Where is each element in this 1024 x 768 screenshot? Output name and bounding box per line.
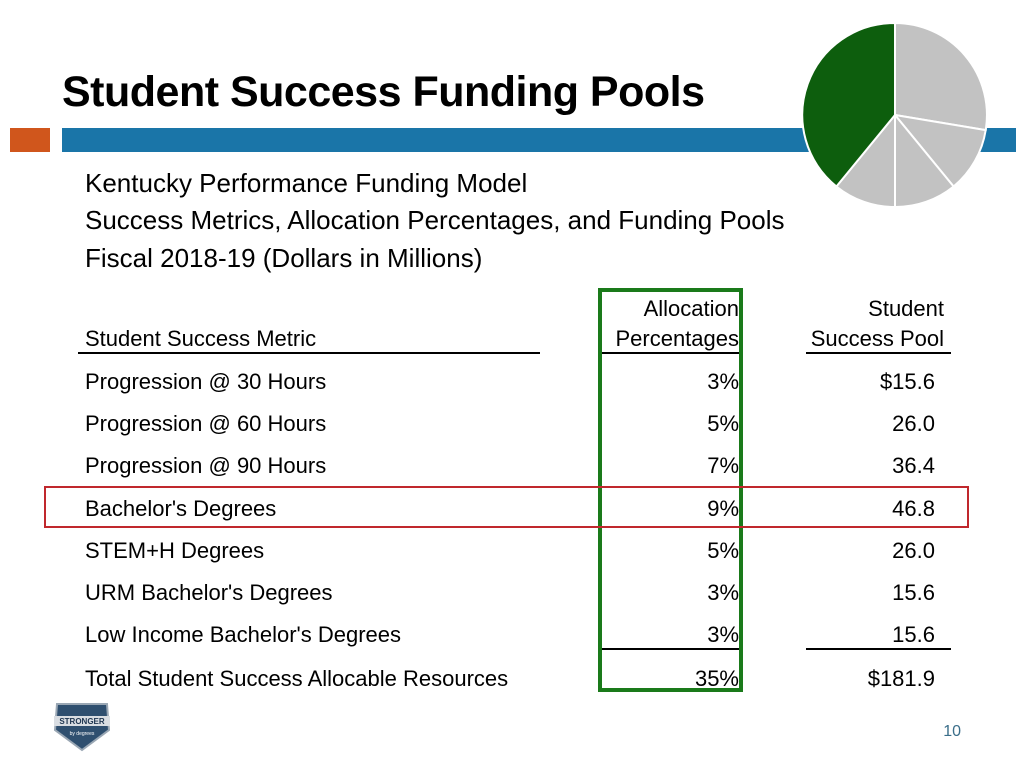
pie-slice-gray-large <box>895 23 987 130</box>
row-metric: URM Bachelor's Degrees <box>85 580 333 605</box>
row-pct: 5% <box>707 411 739 436</box>
header-pool-line1: Student <box>868 296 944 321</box>
stronger-by-degrees-logo <box>52 700 112 752</box>
row-pool: $15.6 <box>879 369 935 394</box>
logo-text-stronger: STRONGER <box>59 717 105 726</box>
subtotal-pool-underline <box>806 648 951 650</box>
bachelors-row-highlight-box <box>44 486 969 528</box>
row-pool: 15.6 <box>892 622 935 647</box>
pie-graphic <box>800 20 990 210</box>
row-pct: 9% <box>707 496 739 521</box>
total-metric: Total Student Success Allocable Resources <box>85 666 509 691</box>
row-pool: 26.0 <box>892 538 935 563</box>
page-number: 10 <box>943 723 961 740</box>
header-pool-underline <box>806 352 951 354</box>
header-allocation-line1: Allocation <box>643 296 739 321</box>
row-pool: 15.6 <box>892 580 935 605</box>
logo-text-by-degrees: by degrees <box>69 731 95 737</box>
row-pool: 36.4 <box>892 453 935 478</box>
row-metric: Low Income Bachelor's Degrees <box>85 622 402 647</box>
row-metric: Progression @ 30 Hours <box>85 369 327 394</box>
row-metric: Progression @ 90 Hours <box>85 453 327 478</box>
row-pool: 26.0 <box>892 411 935 436</box>
header-pool-line2: Success Pool <box>810 326 944 351</box>
header-allocation-line2: Percentages <box>615 326 739 351</box>
row-metric: Progression @ 60 Hours <box>85 411 327 436</box>
row-pct: 3% <box>707 369 739 394</box>
total-pool: $181.9 <box>867 666 935 691</box>
row-pct: 3% <box>707 622 739 647</box>
row-metric: STEM+H Degrees <box>85 538 265 563</box>
row-pct: 3% <box>707 580 739 605</box>
header-metric-underline <box>78 352 540 354</box>
slide-title: Student Success Funding Pools <box>62 68 705 116</box>
header-metric: Student Success Metric <box>85 326 317 351</box>
row-pct: 7% <box>707 453 739 478</box>
orange-accent-bar <box>10 128 50 152</box>
row-pool: 46.8 <box>892 496 935 521</box>
row-metric-highlighted: Bachelor's Degrees <box>85 496 277 521</box>
subtitle-line-3: Fiscal 2018-19 (Dollars in Millions) <box>85 243 483 273</box>
total-pct: 35% <box>694 666 739 691</box>
subtitle-line-1: Kentucky Performance Funding Model <box>85 168 528 198</box>
row-pct: 5% <box>707 538 739 563</box>
subtitle-line-2: Success Metrics, Allocation Percentages, and Funding Pools <box>85 205 785 235</box>
